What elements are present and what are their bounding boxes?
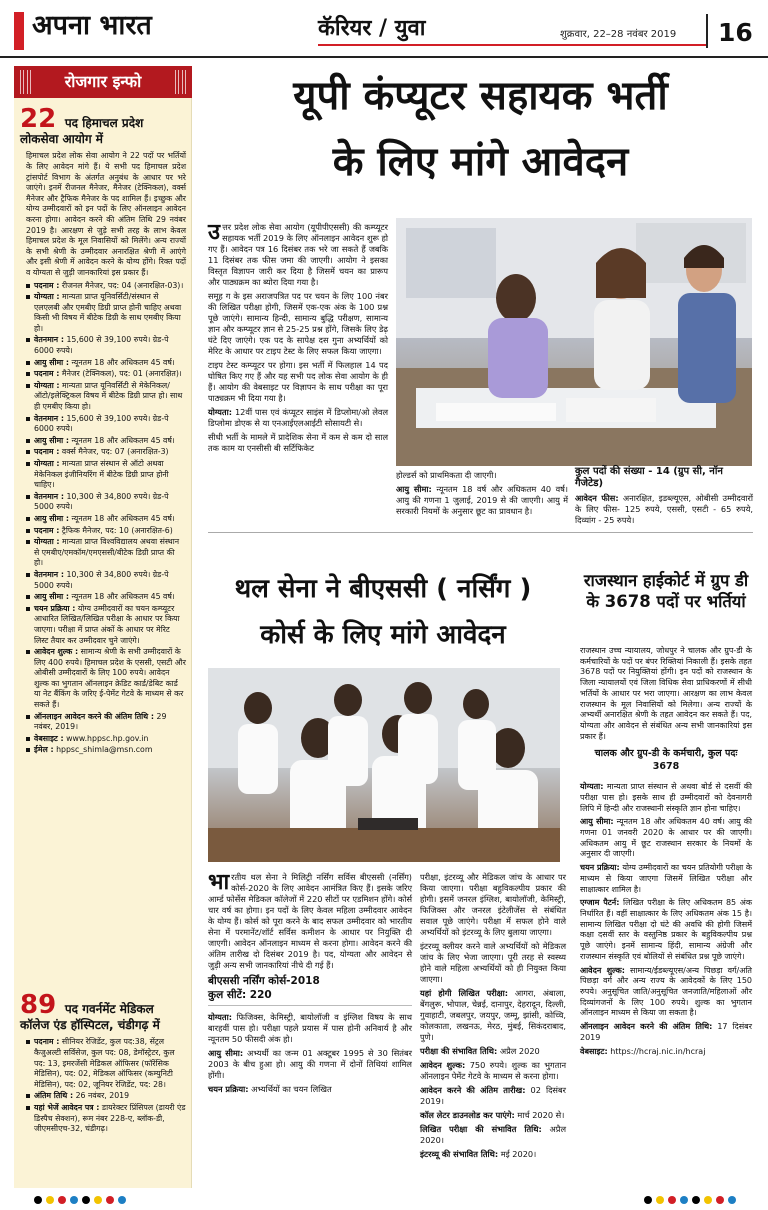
paragraph: लिखित परीक्षा के लिए अधिकतम 85 अंक निर्धारित हैं। वहीं साक्षात्कार के लिए अधिकतम अंक 15 है। सामान्य लिखित परीक्षा दो घंटे की अवधि की होगी जिसमें कक्षा दसवीं स्तर के वस्तुनिष्ठ प्रकार के बहुविकल्पीय प्रश्न पूछे जाएंगे। इनमें सामान्य हिंदी, सामान्य अंग्रेजी और राजस्थान संस्कृति एवं बोलियों से संबंधित प्रश्न पूछे जाएंगे। [580,898,752,961]
office-meeting-photo [396,218,752,466]
detail-label: वेबसाइट : [34,733,64,743]
sidebar-header-text: रोजगार इन्फो [64,72,142,91]
ad-detail-item [26,647,186,711]
detail-value: 10,300 से 34,800 रुपये। ग्रेड-पे 5000 रुपये। [34,491,169,512]
paragraph: 750 रुपये। शुल्क का भुगतान ऑनलाइन पेमेंट गेटवे के माध्यम से करना होगा। [420,1059,567,1081]
detail-value: न्यूनतम 18 और अधिकतम 45 वर्ष। [71,357,175,367]
registration-dot [644,1196,652,1204]
registration-dot [106,1196,114,1204]
article-headline: यूपी कंप्यूटर सहायक भर्ती [293,73,668,119]
section-underline [318,44,706,46]
detail-value: मान्यता प्राप्त संस्थान से ऑटो अथवा मेकेनिकल इंजीनियरिंग में बीटेक डिग्री प्राप्त होनी चाहिए। [34,459,169,490]
article-column [396,470,568,520]
article-headline: थल सेना ने बीएससी ( नर्सिंग ) [234,574,532,604]
paragraph: मार्च 2020 से। [517,1109,565,1120]
detail-value: मैनेजर (टेक्निकल), पद: 01 (अनारक्षित)। [61,369,182,379]
article-column [580,646,752,1060]
ad-detail-item [26,1091,186,1102]
ad-title: पद गवर्नमेंट मेडिकल [64,1002,154,1016]
registration-dot [94,1196,102,1204]
job-ad-hppsc [20,106,186,757]
paragraph: राजस्थान उच्च न्यायालय, जोधपुर ने चालक और ग्रुप-डी के कर्मचारियों के पदों पर बंपर रिक्तियां निकाली हैं। इसके तहत 3678 पदों पर नियुक्तियां होंगी। इन पदों को राजस्थान के जिला न्यायालयों एवं जिला विधिक सेवा प्राधिकरणों में सीधी भर्तियों के आधार पर भरा जाएगा। आरक्षण का लाभ केवल राजस्थान के मूल निवासियों को मिलेगा। अन्य राज्यों के अभ्यर्थी अनारक्षित श्रेणी के तहत आवेदन कर सकते हैं। पद, योग्यता और आवेदन से संबंधित अन्य सभी जानकारियां इस प्रकार हैं। [580,646,752,741]
paragraph: 02 दिसंबर 2019। [420,1084,566,1106]
subheading: बीएससी नर्सिंग कोर्स-2018 [208,974,320,987]
detail-value: 10,300 से 34,800 रुपये। ग्रेड-पे 5000 रुपये। [34,569,169,590]
hatch-decoration [20,70,24,94]
registration-dot [704,1196,712,1204]
ad-title-line2: लोकसेवा आयोग में [20,132,103,146]
detail-label: वेतनमान : [34,491,64,501]
detail-label: आयु सीमा : [34,357,70,367]
label: आवेदन शुल्क: [580,965,625,975]
paragraph: 17 दिसंबर 2019 [580,1022,753,1042]
page-number: 16 [718,18,753,47]
paragraph: इंटरव्यू क्लीयर करने वाले अभ्यर्थियों को मेडिकल जांच के लिए भेजा जाएगा। पूरी तरह से स्वस्थ्य होने वाले महिला अभ्यर्थियों को ही नियुक्त किया जाएगा। [420,940,566,984]
article-headline-line2: के लिए मांगे आवेदन [332,139,629,185]
registration-dot [58,1196,66,1204]
hatch-decoration [182,70,186,94]
registration-dot [82,1196,90,1204]
ad-detail-item [26,712,186,733]
paragraph: परीक्षा, इंटरव्यू और मेडिकल जांच के आधार पर किया जाएगा। परीक्षा बहुविकल्पीय प्रकार की होगी। इसमें जनरल इंग्लिश, बायोलॉजी, केमिस्ट्री, फिजिक्स और जनरल इंटेलीजेंस से संबंधित सवाल पूछे जाएंगे। परीक्षा में सफल होने वाले अभ्यर्थियों को इंटरव्यू के लिए बुलाया जाएगा। [420,872,566,937]
registration-dot [34,1196,42,1204]
registration-dot [680,1196,688,1204]
drop-cap: उ [208,220,221,245]
detail-label: ऑनलाइन आवेदन करने की अंतिम तिथि : [34,711,154,721]
label: योग्यता: [208,406,232,417]
article-column [208,872,412,1098]
label: आयु सीमा: [396,483,432,494]
newspaper-logo[interactable]: अपना भारत [32,10,152,41]
label: परीक्षा की संभावित तिथि: [420,1045,498,1056]
hatch-decoration [175,70,179,94]
ad-detail-item [26,570,186,591]
label: चयन प्रक्रिया: [208,1083,249,1094]
paragraph: योग्य उम्मीदवारों का चयन प्रतियोगी परीक्षा के माध्यम से किया जाएगा जिसमें लिखित परीक्षा और साक्षात्कार शामिल है। [580,863,752,894]
ad-title-line2: कॉलेज एंड हॉस्पिटल, चंडीगढ़ में [20,1018,160,1032]
detail-label: ईमेल : [34,745,54,755]
detail-value: योग्य उम्मीदवारों का चयन कम्प्यूटर आधारित लिखित/लिखित परीक्षा के आधार पर किया जाएगा। परीक्षा में प्राप्त अंकों के आधार पर मेरिट लिस्ट तैयार कर उम्मीदवार चुने जाएंगे। [34,603,180,645]
label: ऑनलाइन आवेदन करने की अंतिम तिथि: [580,1022,713,1032]
registration-dot [716,1196,724,1204]
detail-value[interactable]: hppsc_shimla@msn.com [56,745,153,755]
paragraph: अभ्यर्थी का जन्म 01 अक्टूबर 1995 से 30 सितंबर 2003 के बीच हुआ हो। आयु की गणना में दोनों तिथियां शामिल होंगी। [208,1047,412,1080]
label: कॉल लेटर डाउनलोड कर पाएंगे: [420,1109,515,1120]
nursing-students-photo [208,668,560,862]
detail-value: न्यूनतम 18 और अधिकतम 45 वर्ष। [71,592,175,602]
label: आयु सीमा: [580,817,614,827]
drop-cap: भा [208,870,230,895]
detail-value: सीनियर रेजिडेंट, कुल पद:38, सेंट्रल कैजुअल्टी सर्विसेज, कुल पद: 08, डेमॉस्ट्रेटर, कुल पद: 13, इमरजेंसी मेडिकल ऑफिसर (फॉरेंसिक मेडिसिन), पद: 02, मेडिकल ऑफिसर (कम्युनिटी मेडिसिन), पद: 02, जूनियर रेजिडेंट, पद: 28। [34,1037,175,1089]
ad-detail-item [26,1103,186,1135]
paragraph: टाइप टेस्ट कम्प्यूटर पर होगा। इस भर्ती में फिलहाल 14 पद घोषित किए गए हैं और यह सभी पद लोक सेवा आयोग के ही हैं। आयोग की वेबसाइट पर विज्ञापन के साथ परीक्षा का पूरा पाठ्यक्रम भी दिया गया है। [208,359,388,403]
paragraph: सामान्य/ईडब्ल्यूएस/अन्य पिछड़ा वर्ग/अति पिछड़ा वर्ग और अन्य राज्य के आवेदकों के लिए 150 रुपये। अनुसूचित जाति/अनुसूचित जनजाति/महिलाओं और दिव्यांगजनों के लिए 100 रुपये। शुल्क का भुगतान ऑनलाइन माध्यम से किया जा सकता है। [580,965,752,1018]
label: चयन प्रक्रिया: [580,863,620,873]
ad-detail-item [26,1037,186,1090]
ad-detail-item [26,335,186,356]
ad-detail-item [26,281,186,292]
article-column [575,466,753,529]
ad-intro: हिमाचल प्रदेश लोक सेवा आयोग ने 22 पदों पर भर्तियों के लिए आवेदन मांगे हैं। ये सभी पद हिमाचल प्रदेश ट्रांसपोर्ट विभाग के अंतर्गत अनुबंध के आधार पर भरे जाएंगे। इनमें रीजनल मैनेजर, मैनेजर (टेक्निकल), वर्क्स मैनेजर और ट्रैफिक मैनेजर के पद शामिल हैं। इच्छुक और योग्य उम्मीदवारों को इन पदों के लिए ऑनलाइन आवेदन करना होगा। आवेदन करने की अंतिम तिथि 29 नवंबर 2019 है। आरक्षण से जुड़े सभी तरह के लाभ केवल हिमाचल प्रदेश के मूल निवासियों को मिलेंगे। अन्य राज्यों के सभी श्रेणी के उम्मीदवार अनारक्षित श्रेणी में आएंगे और इसी श्रेणी में आवेदन करने के योग्य होंगे। रिक्त पदों व योग्यता से जुड़ी जानकारियां इस प्रकार हैं। [26,151,186,277]
ad-detail-item [26,358,186,369]
label: लिखित परीक्षा की संभावित तिथि: [420,1123,542,1134]
detail-value: रीजनल मैनेजर, पद: 04 (अनारक्षित-03)। [61,280,184,290]
ad-detail-item [26,369,186,380]
paragraph: समूह ग के इस अराजपत्रित पद पर चयन के लिए 100 नंबर की लिखित परीक्षा होगी, जिसमें एक-एक अंक के 100 प्रश्न पूछे जाएंगे। सामान्य हिन्दी, सामान्य बुद्धि परीक्षण, सामान्य ज्ञान और कम्प्यूटर ज्ञान से 25-25 प्रश्न होंगे, जिसके लिए डेढ़ घंटे दिए जाएंगे। एक पद के सापेक्ष दस गुना अभ्यर्थियों को मेरिट के आधार पर टाइप टेस्ट के लिए सफल किया जाएगा। [208,290,388,356]
detail-label: योग्यता : [34,537,60,547]
article-headline-line2: कोर्स के लिए मांगे आवेदन [260,620,506,650]
ad-detail-item [26,447,186,458]
ad-detail-item [26,436,186,447]
paragraph: अप्रैल 2020 [499,1045,540,1056]
ad-title: पद हिमाचल प्रदेश [64,116,144,130]
ad-detail-item [26,514,186,525]
photo-illustration [208,668,560,862]
dateline: शुक्रवार, 22–28 नवंबर 2019 [560,29,677,40]
detail-value: डायरेक्टर प्रिंसिपल (डायरी एंड डिस्पैच सेक्शन), रूम नंबर 228-ए, ब्लॉक-डी, जीएमसीएच-32, चंडीगढ़। [34,1102,186,1134]
paragraph: आगरा, अंबाला, बेंगलुरू, भोपाल, चेन्नई, दानापुर, देहरादून, दिल्ली, गुवाहाटी, जबलपुर, जयपुर, जम्मू, झांसी, कोच्चि, कोलकाता, लखनऊ, मेरठ, मुंबई, सिकंदराबाद, पुणे। [420,987,566,1042]
paragraph: अनारक्षित, इडब्ल्यूएस, ओबीसी उम्मीदवारों के लिए फीस- 125 रुपये, एससी, एसटी - 65 रुपये, दिव्यांग - 25 रुपये। [575,493,753,525]
paragraph: मई 2020। [500,1148,537,1159]
ad-detail-item [26,292,186,334]
subheading: चालक और ग्रुप-डी के कर्मचारी, कुल पदः 3678 [594,748,738,773]
detail-value: 29 नवंबर, 2019। [34,711,167,732]
paragraph: अप्रैल 2020। [420,1123,566,1145]
ad-detail-item [26,734,186,745]
detail-value: न्यूनतम 18 और अधिकतम 45 वर्ष। [71,513,175,523]
paragraph: रतीय थल सेना ने मिलिट्री नर्सिंग सर्विस बीएससी (नर्सिंग) कोर्स-2020 के लिए आवेदन आमंत्रित किए हैं। इसके जरिए आर्म्ड फोर्सेस मेडिकल कॉलेजों में 220 सीटों पर एडमिशन होंगे। कोर्स चार वर्ष का होगा। इन पदों के लिए केवल महिला उम्मीदवार आवेदन के योग्य हैं। कोर्स को पूरा करने के बाद सफल उम्मीदवार को भारतीय सेना में परमानेंट/शॉर्ट सर्विस कमीशन के आधार पर नियुक्ति दी जाएगी। आवेदन ऑनलाइन माध्यम से करना होगा। आवेदन करने की अंतिम तारीख दो दिसंबर 2019 है। पद, योग्यता और आवेदन से जुड़ी अन्य सभी जानकारियां नीचे दी गई हैं। [208,872,412,970]
logo-mark [14,12,24,50]
detail-label: पदनाम : [34,280,60,290]
ad-detail-item [26,526,186,537]
article-headline: राजस्थान हाईकोर्ट में ग्रुप डी के 3678 पदों पर भर्तियां [583,571,749,612]
paragraph: न्यूनतम 18 और अधिकतम 40 वर्ष। आयु की गणना 01 जनवरी 2020 के आधार पर की जाएगी। अधिकतम आयु में छूट राजस्थान सरकार के नियमों के अनुसार दी जाएगी। [580,817,752,859]
ad-count: 22 [20,104,57,134]
article-column [208,222,388,457]
registration-dot [118,1196,126,1204]
registration-dot [728,1196,736,1204]
paragraph: त्तर प्रदेश लोक सेवा आयोग (यूपीपीएससी) की कम्प्यूटर सहायक भर्ती 2019 के लिए ऑनलाइन आवेदन शुरू हो गए हैं। आवेदन पत्र 16 दिसंबर तक भरे जा सकते हैं जबकि 11 दिसंबर तक फीस जमा की जाएगी। आयोग ने इसका विस्तृत विज्ञापन जारी कर दिया है जिसमें चयन का प्रारूप और पाठ्यक्रम का ब्योरा दिया गया है। [208,222,388,287]
ad-count: 89 [20,990,57,1020]
ad-details [20,1037,186,1134]
detail-label: वेतनमान : [34,335,64,345]
label: आयु सीमा: [208,1047,244,1058]
ad-detail-item [26,492,186,513]
registration-dot [70,1196,78,1204]
detail-label: आयु सीमा : [34,592,70,602]
ad-detail-item [26,459,186,491]
registration-dot [46,1196,54,1204]
detail-value: मान्यता प्राप्त विश्वविद्यालय अथवा संस्थान से एमबीए/एमकॉम/एमएससी/बीटेक डिग्री प्राप्त की हो। [34,537,180,568]
detail-value: न्यूनतम 18 और अधिकतम 45 वर्ष। [71,435,175,445]
detail-label: पदनाम : [34,525,60,535]
detail-label: आयु सीमा : [34,513,70,523]
label: एग्जाम पैटर्न: [580,898,620,908]
detail-value: वर्क्स मैनेजर, पद: 07 (अनारक्षित-3) [61,447,169,457]
detail-value: 15,600 से 39,100 रुपये। ग्रेड-पे 6000 रुपये। [34,413,169,434]
detail-label: योग्यता : [34,459,60,469]
paragraph: 12वीं पास एवं कंप्यूटर साइंस में डिप्लोमा/ओ लेवल डिप्लोमा डोएक से या एनआईएलआईटी सोसायटी से। [208,406,388,428]
label: आवेदन करने की अंतिम तारीख: [420,1084,526,1095]
paragraph: न्यूनतम 18 वर्ष और अधिकतम 40 वर्ष। आयु की गणना 1 जुलाई, 2019 से की जाएगी। आयु में सरकारी नियमों के अनुसार छूट का प्रावधान है। [396,483,569,516]
detail-value: 26 नवंबर, 2019 [75,1091,130,1101]
detail-value[interactable]: www.hppsc.hp.gov.in [66,733,149,743]
label: आवेदन शुल्क: [420,1059,466,1070]
detail-value: सामान्य श्रेणी के सभी उम्मीदवारों के लिए 400 रुपये। हिमाचल प्रदेश के एससी, एसटी और ओबीसी उम्मीदवारों के लिए 100 रुपये। आवेदन शुल्क का भुगतान ऑनलाइन क्रेडिट कार्ड/डेबिट कार्ड या नेट बैंकिंग के जरिए ई-पेमेंट गेटवे के माध्यम से कर सकते हैं। [34,647,186,710]
ad-detail-item [26,745,186,756]
section-divider [208,532,753,533]
detail-label: चयन प्रक्रिया : [34,603,76,613]
subheading-line2: कुल सीटें: 220 [208,988,412,1006]
ad-details [20,281,186,757]
detail-value: ट्रैफिक मैनेजर, पद: 10 (अनारक्षित-6) [61,525,173,535]
label: योग्यता: [208,1011,232,1022]
article-column [420,872,566,1163]
website-link[interactable]: https://hcraj.nic.in/hcraj [610,1046,706,1056]
ad-detail-item [26,381,186,413]
registration-dot [668,1196,676,1204]
detail-label: आयु सीमा : [34,435,70,445]
ad-detail-item [26,414,186,435]
label: योग्यता: [580,782,604,792]
detail-label: योग्यता : [34,380,60,390]
detail-label: आवेदन शुल्क : [34,647,79,657]
detail-label: पदनाम : [34,1037,60,1047]
detail-value: मान्यता प्राप्त यूनिवर्सिटी से मेकेनिकल/ऑटो/इलेक्ट्रिकल विषय में बीटेक डिग्री प्राप्त हो। साथ ही एमबीए किया हो। [34,380,183,412]
ad-detail-item [26,592,186,603]
page-number-divider [706,14,708,48]
ad-detail-item [26,604,186,646]
sidebar-header [14,66,192,98]
paragraph: मान्यता प्राप्त संस्थान से अथवा बोर्ड से दसवीं की परीक्षा पास हो। इसके साथ ही उम्मीदवारों को देवनागरी लिपि में हिन्दी और राजस्थानी संस्कृति ज्ञान होना चाहिए। [580,782,752,813]
detail-label: वेतनमान : [34,569,64,579]
detail-label: योग्यता : [34,292,60,302]
job-ad-gmch [20,992,186,1136]
detail-value: 15,600 से 39,100 रुपये। ग्रेड-पे 6000 रुपये। [34,335,169,356]
label: वेबसाइट: [580,1046,608,1056]
label: यहां होगी लिखित परीक्षा: [420,987,509,998]
detail-label: वेतनमान : [34,413,64,423]
section-title: कॅरियर / युवा [318,16,426,41]
hatch-decoration [27,70,31,94]
photo-caption: कुल पदों की संख्या - 14 (ग्रुप सी, नॉन गैजेटेड) [575,466,723,489]
label: इंटरव्यू की संभावित तिथि: [420,1148,499,1159]
paragraph: अभ्यर्थियों का चयन लिखित [251,1083,332,1094]
color-registration-bar [14,1196,754,1204]
detail-label: पदनाम : [34,447,60,457]
registration-dot [656,1196,664,1204]
photo-illustration [396,218,752,466]
ad-detail-item [26,537,186,569]
registration-dot [692,1196,700,1204]
paragraph: होल्डर्स को प्राथमिकता दी जाएगी। [396,470,497,480]
detail-value: मान्यता प्राप्त यूनिवर्सिटी/संस्थान से एलएलबी और एमबीए डिग्री प्राप्त होनी चाहिए अथवा किसी भी विषय में बीटेक डिग्री के साथ एमबीए किया हो। [34,292,182,333]
paragraph: फिजिक्स, केमिस्ट्री, बायोलॉजी व इंग्लिश विषय के साथ बारहवीं पास हो। परीक्षा पहले प्रयास में पास होनी अनिवार्य है और न्यूनतम 50 फीसदी अंक हो। [208,1011,412,1044]
label: आवेदन फीस: [575,493,619,503]
detail-label: यहां भेजें आवेदन पत्र : [34,1102,100,1112]
detail-label: पदनाम : [34,369,60,379]
paragraph: सीधी भर्ती के मामले में प्रादेशिक सेना में कम से कम दो साल तक काम या एनसीसी बी सर्टिफिकेट [208,431,388,453]
detail-label: अंतिम तिथि : [34,1091,74,1101]
